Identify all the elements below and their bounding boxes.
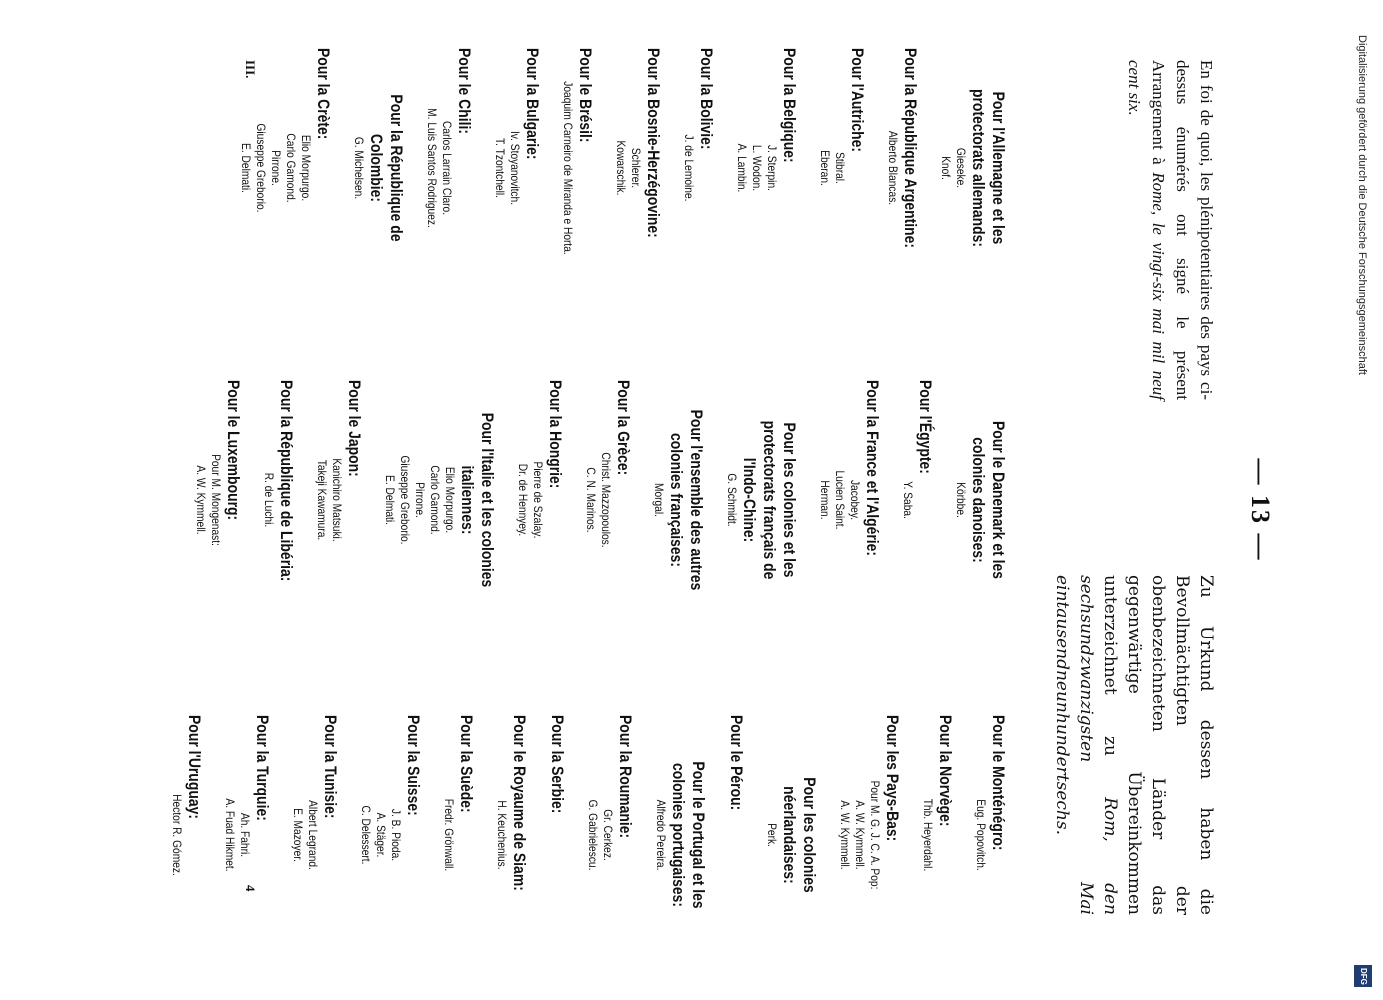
signatory-name: R. de Luchi.	[262, 472, 276, 528]
signatory-name: J. Sterpin.	[765, 145, 779, 191]
intro-german	[1050, 575, 1218, 915]
country-heading: Pour le Monténégro:	[989, 715, 1008, 851]
signatory-name: C. Delessert.	[359, 805, 373, 865]
signatory-name: A. Stäger.	[374, 812, 388, 858]
intro-french-date: Rome, le vingt-six mai mil neuf cent six.	[1125, 60, 1168, 400]
signatory-name: Pour M. G. J. C. A. Pop:	[868, 780, 882, 890]
signatory-name: J. B. Pioda.	[389, 808, 403, 862]
signatory-name: Gieseke.	[954, 147, 968, 189]
signatory-block	[238, 48, 333, 288]
country-heading: Pour l'Uruguay:	[185, 715, 204, 819]
signatory-name: Knof.	[939, 156, 953, 180]
page-number: — 13 —	[1246, 458, 1275, 562]
signatory-name: M. Luis Santos Rodriguez.	[425, 108, 439, 228]
signatory-name: Giuseppe Greborio.	[254, 123, 268, 213]
country-heading: Pour le Brésil:	[576, 48, 595, 143]
signatory-block	[314, 380, 364, 620]
signatures-column-3	[151, 715, 1008, 955]
country-heading: Pour les Pays-Bas:	[883, 715, 902, 842]
country-heading: Pour la Hongrie:	[546, 380, 565, 489]
signatory-block	[726, 715, 746, 955]
signatory-name: Jacobey.	[848, 479, 862, 521]
signatory-name: Gr. Cerkez.	[601, 809, 615, 861]
signatory-name: G. Gabrielescu.	[586, 799, 600, 871]
signatory-block	[653, 715, 708, 955]
signatory-name: Takeji Kawamura.	[315, 459, 329, 541]
signatory-block	[585, 715, 635, 955]
signatory-name: Elio Morpurgo.	[443, 466, 457, 534]
country-heading: Pour les colonies et les protectorats français de l'Indo-Chine:	[740, 420, 799, 580]
signatory-name: Alfredo Pereira.	[654, 799, 668, 871]
signatory-name: Schlerer.	[629, 147, 643, 189]
signatory-name: Hector R. Gómez.	[170, 794, 184, 876]
signatory-block	[734, 48, 799, 288]
signatory-name: Lucien Saint.	[833, 470, 847, 530]
signatures-column-2	[175, 380, 1008, 620]
country-heading: Pour la République de Libéria:	[277, 380, 296, 582]
signatory-block	[261, 380, 296, 620]
signatory-block	[973, 715, 1008, 955]
signatory-name: Pour M. Mongenast:	[209, 454, 223, 546]
signatory-block	[382, 380, 497, 620]
signatory-block	[193, 380, 243, 620]
country-heading: Pour la Norvège:	[936, 715, 955, 827]
signatory-name: A. Fuad Hikmet.	[223, 798, 237, 872]
signatory-block	[547, 715, 567, 955]
signatory-name: Joaquim Carneiro de Miranda e Horta.	[561, 81, 575, 255]
signatory-name: Elio Morpurgo.	[299, 134, 313, 202]
signatory-name: A. W. Kymmell.	[838, 800, 852, 870]
signatory-name: Stibral.	[833, 152, 847, 184]
signatures-column-1	[220, 48, 1008, 288]
country-heading: Pour la Grèce:	[614, 380, 633, 476]
signatory-name: Herman.	[818, 480, 832, 520]
signatory-name: Albert Legrand.	[306, 800, 320, 870]
country-heading: Pour l'ensemble des autres colonies françaises:	[667, 409, 706, 591]
signatory-name: Morgal.	[652, 482, 666, 517]
signatory-block	[494, 715, 529, 955]
signatory-block	[290, 715, 340, 955]
signatory-name: Thb. Heyerdahl.	[921, 798, 935, 872]
country-heading: Pour la France et l'Algérie:	[863, 380, 882, 557]
intro-german-text: Zu Urkund dessen haben die Bevollmächtigten der obenbezeichneten Länder das gegenwärtige Übereinkommen unterzeichnet zu	[1100, 575, 1216, 915]
country-heading: Pour la Bulgarie:	[523, 48, 542, 160]
country-heading: Pour la Turquie:	[253, 715, 272, 821]
signatory-block	[515, 380, 565, 620]
signatory-block	[764, 715, 819, 955]
signatory-name: Carlos Larrain Claro.	[440, 120, 454, 216]
country-heading: Pour la Belgique:	[780, 48, 799, 163]
intro-french	[1122, 60, 1218, 400]
signatory-block	[681, 48, 716, 288]
signatory-name: A. W. Kymmell.	[194, 465, 208, 535]
signatory-name: G. Michelsen.	[352, 136, 366, 200]
country-heading: Pour l'Allemagne et les protectorats allemands:	[969, 88, 1008, 248]
signatory-name: Eberan.	[818, 150, 832, 186]
country-heading: Pour le Royaume de Siam:	[510, 715, 529, 891]
country-heading: Pour les colonies néerlandaises:	[780, 777, 819, 893]
signatory-name: J. de Lemoine.	[682, 134, 696, 202]
country-heading: Pour le Luxembourg:	[224, 380, 243, 521]
signatory-block	[817, 48, 867, 288]
dfg-logo: DFG	[1354, 965, 1372, 987]
signatory-block	[920, 715, 955, 955]
signatory-name: Y. Saba.	[901, 481, 915, 519]
signatory-name: C. N. Marinos.	[584, 467, 598, 533]
signatory-name: Körbbe.	[954, 482, 968, 518]
signatory-block	[885, 48, 920, 288]
signatory-name: Ah. Fahri.	[238, 812, 252, 858]
signatory-block	[837, 715, 902, 955]
country-heading: Pour la Serbie:	[548, 715, 567, 814]
signatory-block	[651, 380, 706, 620]
signatory-block	[953, 380, 1008, 620]
country-heading: Pour le Danemark et les colonies danoises:	[969, 420, 1008, 580]
signatory-block	[351, 48, 406, 288]
country-heading: Pour la Bosnie-Herzégovine:	[644, 48, 663, 238]
signatory-block	[492, 48, 542, 288]
country-heading: Pour le Japon:	[345, 380, 364, 477]
credit-text: Digitalisierung gefördert durch die Deutsche Forschungsgemeinschaft	[1356, 35, 1368, 375]
signatory-name: Alberto Blancas.	[886, 130, 900, 206]
signatory-name: Pirrone.	[269, 150, 283, 186]
signatory-name: Carlo Gamond.	[284, 133, 298, 203]
signatory-block	[424, 48, 474, 288]
country-heading: Pour la République de Colombie:	[367, 94, 406, 242]
signatory-name: Perk.	[765, 823, 779, 847]
signatory-name: Kanichiro Matsuki.	[330, 458, 344, 542]
country-heading: Pour l'Italie et les colonies italiennes:	[458, 412, 497, 588]
signatory-block	[613, 48, 663, 288]
digitization-credit	[1352, 35, 1376, 995]
signatory-name: E. Mazoyer.	[291, 808, 305, 862]
country-heading: Pour le Pérou:	[727, 715, 746, 811]
country-heading: Pour la Tunisie:	[321, 715, 340, 819]
country-heading: Pour la Crète:	[314, 48, 333, 140]
signatory-block	[938, 48, 1008, 288]
country-heading: Pour le Chili:	[455, 48, 474, 134]
signatory-name: Kowarschik.	[614, 140, 628, 196]
signatory-block	[169, 715, 204, 955]
signatory-name: A. Lambin.	[735, 143, 749, 193]
country-heading: Pour le Portugal et les colonies portugaises:	[669, 761, 708, 909]
country-heading: Pour la Roumanie:	[616, 715, 635, 839]
signatory-name: Dr. de Hennyey.	[516, 463, 530, 537]
signatory-block	[441, 715, 476, 955]
signatory-block	[900, 380, 935, 620]
signatory-name: H. Keuchenius.	[495, 800, 509, 870]
signatory-block	[560, 48, 595, 288]
signatory-name: T. Tzontchell.	[493, 138, 507, 198]
signatory-block	[222, 715, 272, 955]
signatory-name: Pirrone.	[413, 482, 427, 518]
signatory-name: Iv. Stoyanovitch.	[508, 130, 522, 206]
signatory-name: E. Delmati.	[383, 475, 397, 525]
signatory-name: L. Wodon.	[750, 144, 764, 192]
signatory-name: A. W. Kymmell.	[853, 800, 867, 870]
signatory-name: G. Schmidt.	[725, 473, 739, 527]
signatory-name: Fredr. Grönwall.	[442, 798, 456, 872]
country-heading: Pour l'Autriche:	[848, 48, 867, 152]
signatory-block	[817, 380, 882, 620]
sheet-signature: III.	[243, 60, 258, 79]
country-heading: Pour la Suède:	[457, 715, 476, 813]
intro-french-text: En foi de quoi, les plénipotentiaires des pays ci-dessus énumérés ont signé le présent Arrangement à	[1149, 60, 1216, 400]
signatory-block	[358, 715, 423, 955]
country-heading: Pour la Suisse:	[404, 715, 423, 816]
intro-german-date: Rom, den sechsundzwanzigsten Mai eintausendneunhundertsechs.	[1052, 575, 1120, 915]
country-heading: Pour l'Égypte:	[916, 380, 935, 474]
signatory-block	[724, 380, 799, 620]
signatory-name: Christ. Mazzopoulos.	[599, 452, 613, 548]
signatory-name: Giuseppe Greborio.	[398, 455, 412, 545]
signatory-block	[583, 380, 633, 620]
country-heading: Pour la République Argentine:	[901, 48, 920, 249]
signatory-name: Eug. Popovitch.	[974, 799, 988, 871]
sheet-number: 4	[243, 885, 258, 892]
signatory-name: Carlo Gamond.	[428, 465, 442, 535]
signatory-name: E. Delmati.	[239, 143, 253, 193]
signatory-name: Pierre de Szalay.	[531, 461, 545, 539]
country-heading: Pour la Bolivie:	[697, 48, 716, 150]
